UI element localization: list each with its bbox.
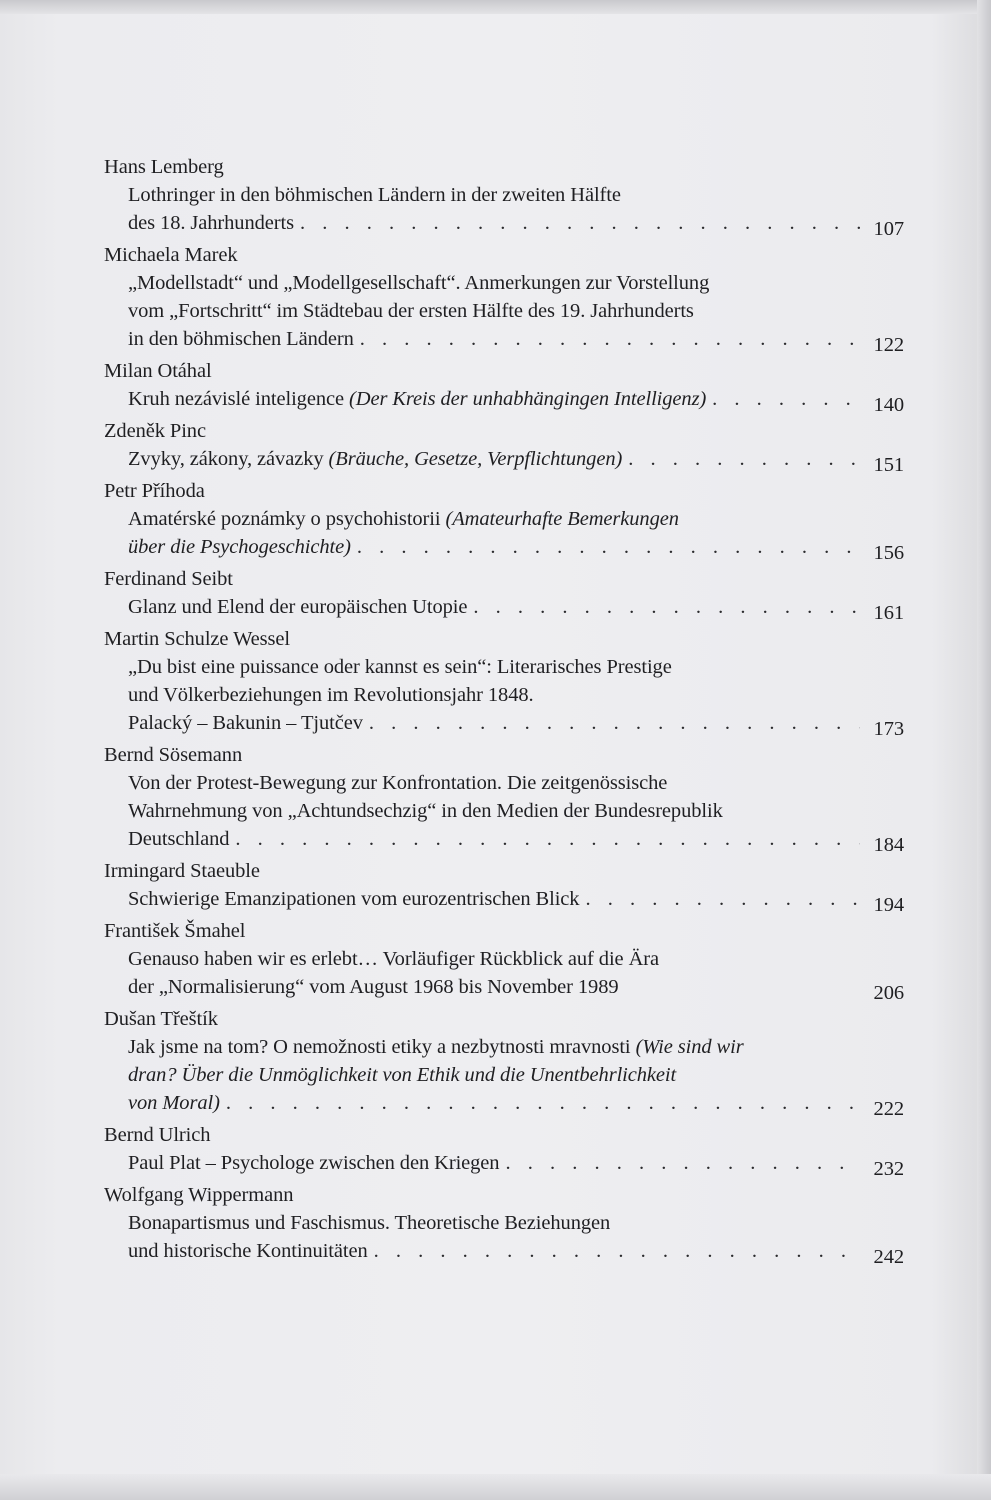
toc-title-translation: (Der Kreis der unhabhängingen Intelligenz) <box>349 388 707 410</box>
dot-leader <box>712 385 860 413</box>
toc-title-line: Wahrnehmung von „Achtundsechzig“ in den Medien der Bundesrepublik <box>128 800 723 822</box>
toc-title-translation: über die Psychogeschichte) <box>128 536 351 558</box>
toc-title-roman: Jak jsme na tom? O nemožnosti etiky a nezbytnosti mravnosti <box>128 1036 631 1058</box>
toc-title-text: des 18. Jahrhunderts <box>128 212 294 234</box>
table-of-contents <box>104 153 904 1269</box>
toc-page-number: 151 <box>873 454 904 476</box>
dot-leader <box>473 593 860 621</box>
toc-author: Bernd Sösemann <box>104 744 243 766</box>
toc-entry <box>104 417 904 476</box>
toc-title-last-line <box>104 593 904 624</box>
toc-title-text: Paul Plat – Psychologe zwischen den Kriegen <box>128 1152 500 1174</box>
toc-title-text <box>128 385 706 413</box>
toc-page-number: 232 <box>873 1158 904 1180</box>
toc-title-translation: von Moral) <box>128 1092 220 1114</box>
toc-author: Michaela Marek <box>104 244 238 266</box>
toc-page-number: 161 <box>873 602 904 624</box>
toc-author: Wolfgang Wippermann <box>104 1184 294 1206</box>
dot-leader <box>628 445 860 473</box>
toc-title-translation: (Bräuche, Gesetze, Verpflichtungen) <box>328 448 623 470</box>
toc-page-number: 122 <box>873 334 904 356</box>
toc-title-line: vom „Fortschritt“ im Städtebau der ersten Hälfte des 19. Jahrhunderts <box>128 300 694 322</box>
toc-author: Hans Lemberg <box>104 156 224 178</box>
toc-title-last-line <box>104 973 904 1004</box>
toc-title-text: Deutschland <box>128 828 230 850</box>
toc-title-line <box>104 1033 904 1061</box>
dot-leader <box>226 1089 860 1117</box>
toc-page-number: 107 <box>873 218 904 240</box>
toc-page-number: 206 <box>873 982 904 1004</box>
toc-title-text: Glanz und Elend der europäischen Utopie <box>128 596 468 618</box>
toc-title-line <box>104 505 904 533</box>
page-top-edge <box>0 0 991 14</box>
dot-leader <box>369 709 860 737</box>
toc-author: Zdeněk Pinc <box>104 420 206 442</box>
toc-title-last-line <box>104 1149 904 1180</box>
toc-title-last-line <box>104 445 904 476</box>
dot-leader <box>357 533 860 561</box>
toc-title-last-line <box>104 533 904 564</box>
dot-leader <box>235 825 860 853</box>
toc-title-text: der „Normalisierung“ vom August 1968 bis November 1989 <box>128 976 619 998</box>
dot-leader <box>300 209 860 237</box>
toc-entry <box>104 1005 904 1120</box>
toc-entry <box>104 357 904 416</box>
toc-title-translation: (Wie sind wir <box>635 1036 744 1058</box>
dot-leader <box>585 885 860 913</box>
toc-entry <box>104 477 904 564</box>
toc-title-line: Lothringer in den böhmischen Ländern in der zweiten Hälfte <box>128 184 621 206</box>
toc-title-last-line <box>104 325 904 356</box>
toc-title-roman: Zvyky, zákony, závazky <box>128 448 324 470</box>
toc-entry <box>104 917 904 1004</box>
toc-title-roman: Kruh nezávislé inteligence <box>128 388 344 410</box>
toc-entry <box>104 153 904 240</box>
toc-title-text <box>128 445 622 473</box>
toc-title-roman: Amatérské poznámky o psychohistorii <box>128 508 441 530</box>
toc-page-number: 242 <box>873 1246 904 1268</box>
toc-page-number: 184 <box>873 834 904 856</box>
toc-title-last-line <box>104 209 904 240</box>
toc-title-text: Schwierige Emanzipationen vom eurozentrischen Blick <box>128 888 580 910</box>
toc-title-line: „Du bist eine puissance oder kannst es sein“: Literarisches Prestige <box>128 656 672 678</box>
page-right-edge <box>977 0 991 1500</box>
toc-author: Bernd Ulrich <box>104 1124 211 1146</box>
toc-entry <box>104 741 904 856</box>
toc-title-line: Bonapartismus und Faschismus. Theoretische Beziehungen <box>128 1212 611 1234</box>
toc-page-number: 222 <box>873 1098 904 1120</box>
toc-author: Petr Příhoda <box>104 480 205 502</box>
toc-entry <box>104 241 904 356</box>
toc-title-text: und historische Kontinuitäten <box>128 1240 368 1262</box>
toc-author: Dušan Třeštík <box>104 1008 218 1030</box>
toc-page-number: 140 <box>873 394 904 416</box>
toc-title-last-line <box>104 385 904 416</box>
toc-author: Ferdinand Seibt <box>104 568 233 590</box>
dot-leader <box>360 325 860 353</box>
toc-entry <box>104 565 904 624</box>
toc-title-line: Genauso haben wir es erlebt… Vorläufiger Rückblick auf die Ära <box>128 948 659 970</box>
toc-title-last-line <box>104 885 904 916</box>
toc-entry <box>104 1181 904 1268</box>
toc-page-number: 173 <box>873 718 904 740</box>
toc-title-last-line <box>104 825 904 856</box>
toc-title-last-line <box>104 709 904 740</box>
toc-author: František Šmahel <box>104 920 246 942</box>
toc-author: Martin Schulze Wessel <box>104 628 291 650</box>
toc-title-line: und Völkerbeziehungen im Revolutionsjahr 1848. <box>128 684 534 706</box>
toc-title-line: dran? Über die Unmöglichkeit von Ethik und die Unentbehrlichkeit <box>128 1064 677 1086</box>
toc-title-text: Palacký – Bakunin – Tjutčev <box>128 712 363 734</box>
toc-title-text: in den böhmischen Ländern <box>128 328 354 350</box>
dot-leader <box>505 1149 860 1177</box>
toc-title-line: Von der Protest-Bewegung zur Konfrontation. Die zeitgenössische <box>128 772 668 794</box>
toc-author: Irmingard Staeuble <box>104 860 260 882</box>
toc-page-number: 156 <box>873 542 904 564</box>
toc-title-last-line <box>104 1237 904 1268</box>
page-bottom-edge <box>0 1474 991 1500</box>
toc-entry <box>104 857 904 916</box>
toc-entry <box>104 1121 904 1180</box>
toc-entry <box>104 625 904 740</box>
toc-title-last-line <box>104 1089 904 1120</box>
dot-leader <box>374 1237 860 1265</box>
toc-title-translation: (Amateurhafte Bemerkungen <box>445 508 679 530</box>
toc-title-line: „Modellstadt“ und „Modellgesellschaft“. Anmerkungen zur Vorstellung <box>128 272 710 294</box>
toc-page-number: 194 <box>873 894 904 916</box>
toc-author: Milan Otáhal <box>104 360 212 382</box>
